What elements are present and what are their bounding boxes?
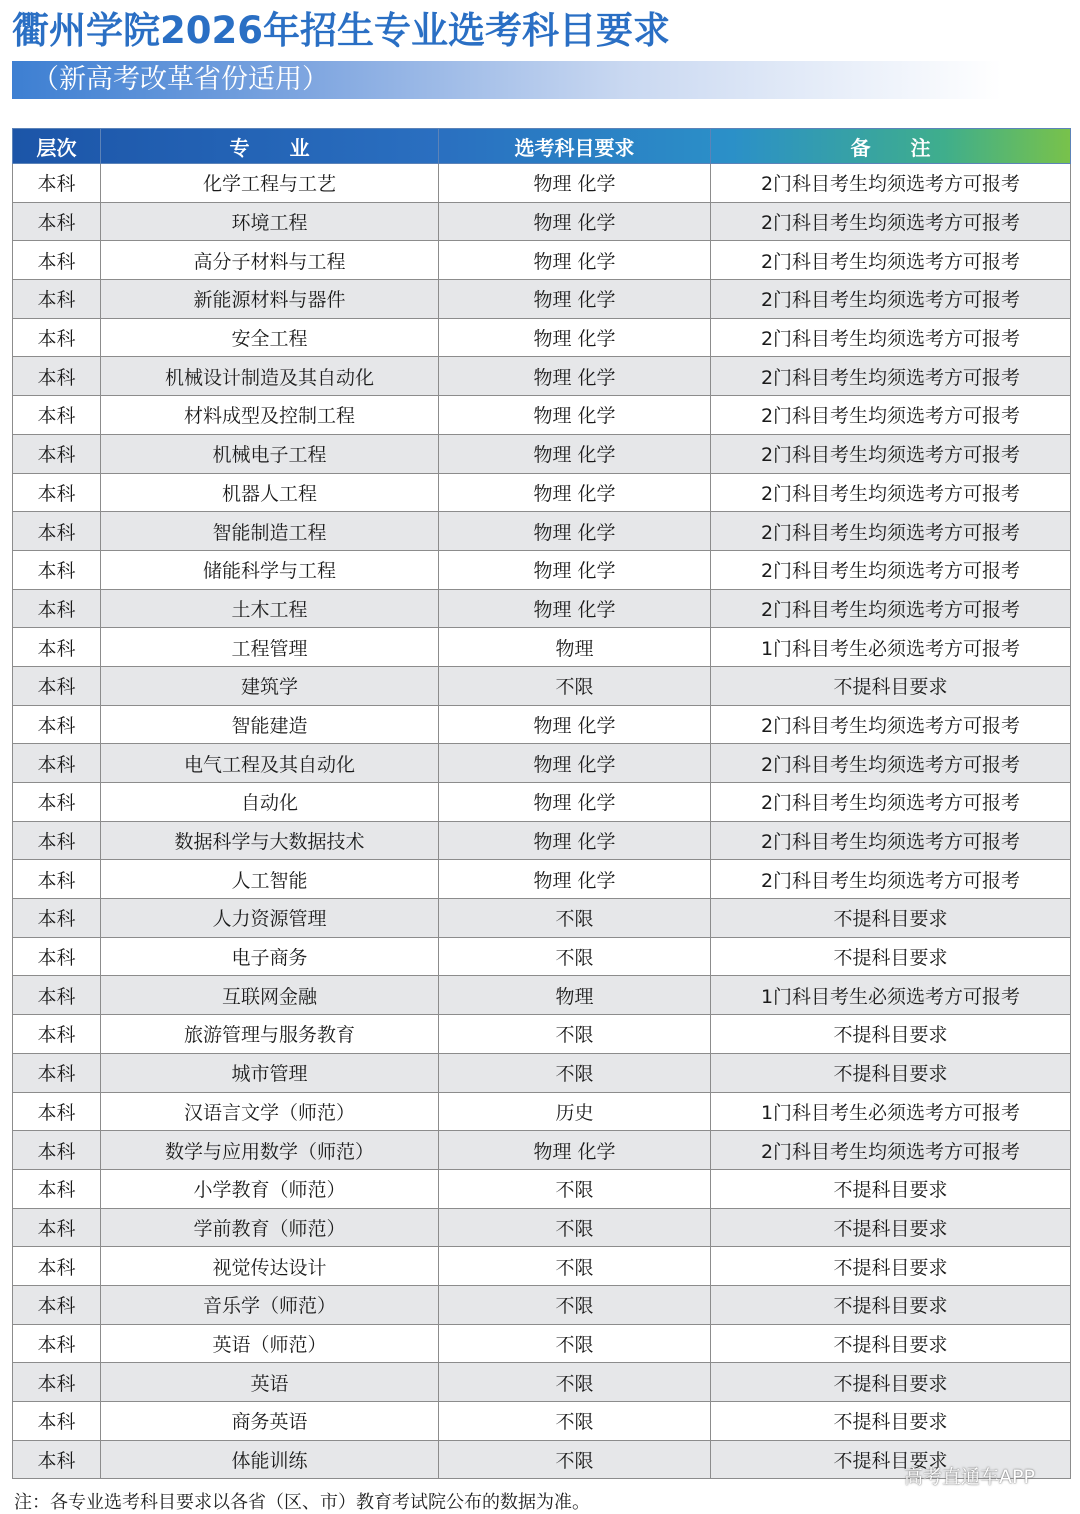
cell-remark: 2门科目考生均须选考方可报考 bbox=[711, 473, 1071, 512]
cell-remark: 2门科目考生均须选考方可报考 bbox=[711, 821, 1071, 860]
column-header-major: 专 业 bbox=[101, 129, 439, 164]
cell-level: 本科 bbox=[13, 164, 101, 203]
table-row bbox=[13, 396, 1071, 435]
cell-remark: 2门科目考生均须选考方可报考 bbox=[711, 318, 1071, 357]
cell-major: 机械设计制造及其自动化 bbox=[101, 357, 439, 396]
cell-subject-requirement: 物理 化学 bbox=[439, 744, 711, 783]
cell-subject-requirement: 不限 bbox=[439, 1015, 711, 1054]
subject-requirements-table bbox=[12, 128, 1071, 1479]
cell-level: 本科 bbox=[13, 589, 101, 628]
cell-subject-requirement: 物理 化学 bbox=[439, 860, 711, 899]
cell-major: 音乐学（师范） bbox=[101, 1285, 439, 1324]
cell-remark: 2门科目考生均须选考方可报考 bbox=[711, 280, 1071, 319]
table-header-row bbox=[13, 129, 1071, 164]
cell-major: 工程管理 bbox=[101, 628, 439, 667]
cell-remark: 2门科目考生均须选考方可报考 bbox=[711, 705, 1071, 744]
cell-major: 新能源材料与器件 bbox=[101, 280, 439, 319]
cell-subject-requirement: 不限 bbox=[439, 1169, 711, 1208]
cell-major: 土木工程 bbox=[101, 589, 439, 628]
cell-remark: 2门科目考生均须选考方可报考 bbox=[711, 202, 1071, 241]
cell-level: 本科 bbox=[13, 821, 101, 860]
cell-major: 智能制造工程 bbox=[101, 512, 439, 551]
cell-remark: 2门科目考生均须选考方可报考 bbox=[711, 164, 1071, 203]
table-row bbox=[13, 1247, 1071, 1286]
cell-subject-requirement: 物理 化学 bbox=[439, 783, 711, 822]
cell-remark: 2门科目考生均须选考方可报考 bbox=[711, 744, 1071, 783]
cell-major: 环境工程 bbox=[101, 202, 439, 241]
cell-level: 本科 bbox=[13, 1247, 101, 1286]
table-row bbox=[13, 318, 1071, 357]
column-header-subject-requirement: 选考科目要求 bbox=[439, 129, 711, 164]
cell-subject-requirement: 不限 bbox=[439, 937, 711, 976]
table-row bbox=[13, 1324, 1071, 1363]
cell-level: 本科 bbox=[13, 705, 101, 744]
cell-remark: 不提科目要求 bbox=[711, 1363, 1071, 1402]
cell-major: 自动化 bbox=[101, 783, 439, 822]
cell-level: 本科 bbox=[13, 550, 101, 589]
cell-level: 本科 bbox=[13, 280, 101, 319]
cell-subject-requirement: 物理 bbox=[439, 628, 711, 667]
cell-major: 英语 bbox=[101, 1363, 439, 1402]
cell-major: 人工智能 bbox=[101, 860, 439, 899]
cell-level: 本科 bbox=[13, 202, 101, 241]
cell-level: 本科 bbox=[13, 1324, 101, 1363]
cell-remark: 不提科目要求 bbox=[711, 937, 1071, 976]
cell-level: 本科 bbox=[13, 241, 101, 280]
cell-level: 本科 bbox=[13, 744, 101, 783]
cell-subject-requirement: 物理 bbox=[439, 976, 711, 1015]
cell-remark: 2门科目考生均须选考方可报考 bbox=[711, 396, 1071, 435]
table-row bbox=[13, 1131, 1071, 1170]
table-row bbox=[13, 1169, 1071, 1208]
cell-subject-requirement: 不限 bbox=[439, 1285, 711, 1324]
cell-remark: 不提科目要求 bbox=[711, 1015, 1071, 1054]
cell-remark: 1门科目考生必须选考方可报考 bbox=[711, 1092, 1071, 1131]
cell-remark: 不提科目要求 bbox=[711, 899, 1071, 938]
cell-major: 学前教育（师范） bbox=[101, 1208, 439, 1247]
cell-subject-requirement: 不限 bbox=[439, 899, 711, 938]
table-row bbox=[13, 976, 1071, 1015]
cell-subject-requirement: 物理 化学 bbox=[439, 241, 711, 280]
cell-remark: 不提科目要求 bbox=[711, 1208, 1071, 1247]
table-row bbox=[13, 937, 1071, 976]
table-body bbox=[13, 164, 1071, 1479]
cell-major: 机器人工程 bbox=[101, 473, 439, 512]
table-row bbox=[13, 357, 1071, 396]
cell-major: 材料成型及控制工程 bbox=[101, 396, 439, 435]
cell-subject-requirement: 不限 bbox=[439, 1053, 711, 1092]
cell-subject-requirement: 物理 化学 bbox=[439, 357, 711, 396]
column-header-level: 层次 bbox=[13, 129, 101, 164]
column-header-remark: 备 注 bbox=[711, 129, 1071, 164]
cell-remark: 不提科目要求 bbox=[711, 666, 1071, 705]
cell-subject-requirement: 不限 bbox=[439, 1247, 711, 1286]
cell-remark: 2门科目考生均须选考方可报考 bbox=[711, 860, 1071, 899]
cell-subject-requirement: 物理 化学 bbox=[439, 473, 711, 512]
cell-remark: 2门科目考生均须选考方可报考 bbox=[711, 357, 1071, 396]
cell-remark: 2门科目考生均须选考方可报考 bbox=[711, 241, 1071, 280]
cell-remark: 2门科目考生均须选考方可报考 bbox=[711, 783, 1071, 822]
cell-remark: 不提科目要求 bbox=[711, 1247, 1071, 1286]
cell-remark: 2门科目考生均须选考方可报考 bbox=[711, 512, 1071, 551]
cell-subject-requirement: 物理 化学 bbox=[439, 1131, 711, 1170]
cell-level: 本科 bbox=[13, 1402, 101, 1441]
cell-level: 本科 bbox=[13, 396, 101, 435]
table-row bbox=[13, 1363, 1071, 1402]
table-row bbox=[13, 550, 1071, 589]
cell-level: 本科 bbox=[13, 1208, 101, 1247]
cell-level: 本科 bbox=[13, 1131, 101, 1170]
table-row bbox=[13, 899, 1071, 938]
cell-level: 本科 bbox=[13, 357, 101, 396]
cell-remark: 2门科目考生均须选考方可报考 bbox=[711, 1131, 1071, 1170]
cell-level: 本科 bbox=[13, 1363, 101, 1402]
cell-remark: 不提科目要求 bbox=[711, 1324, 1071, 1363]
cell-major: 数据科学与大数据技术 bbox=[101, 821, 439, 860]
cell-level: 本科 bbox=[13, 318, 101, 357]
table-row bbox=[13, 434, 1071, 473]
cell-major: 电气工程及其自动化 bbox=[101, 744, 439, 783]
cell-level: 本科 bbox=[13, 1440, 101, 1479]
table-row bbox=[13, 1285, 1071, 1324]
cell-level: 本科 bbox=[13, 512, 101, 551]
cell-major: 机械电子工程 bbox=[101, 434, 439, 473]
cell-major: 小学教育（师范） bbox=[101, 1169, 439, 1208]
cell-subject-requirement: 物理 化学 bbox=[439, 705, 711, 744]
table-row bbox=[13, 705, 1071, 744]
page-title: 衢州学院2026年招生专业选考科目要求 bbox=[12, 9, 670, 52]
table-row bbox=[13, 744, 1071, 783]
table-row bbox=[13, 666, 1071, 705]
footnote: 注：各专业选考科目要求以各省（区、市）教育考试院公布的数据为准。 bbox=[14, 1492, 590, 1513]
cell-subject-requirement: 物理 化学 bbox=[439, 512, 711, 551]
cell-subject-requirement: 不限 bbox=[439, 1208, 711, 1247]
cell-subject-requirement: 物理 化学 bbox=[439, 434, 711, 473]
cell-level: 本科 bbox=[13, 473, 101, 512]
cell-level: 本科 bbox=[13, 783, 101, 822]
cell-subject-requirement: 不限 bbox=[439, 1324, 711, 1363]
cell-subject-requirement: 物理 化学 bbox=[439, 280, 711, 319]
cell-level: 本科 bbox=[13, 1169, 101, 1208]
cell-subject-requirement: 物理 化学 bbox=[439, 164, 711, 203]
cell-level: 本科 bbox=[13, 1092, 101, 1131]
watermark: 高考直通车APP bbox=[904, 1466, 1035, 1488]
cell-remark: 不提科目要求 bbox=[711, 1402, 1071, 1441]
cell-level: 本科 bbox=[13, 666, 101, 705]
cell-subject-requirement: 物理 化学 bbox=[439, 589, 711, 628]
cell-subject-requirement: 历史 bbox=[439, 1092, 711, 1131]
table-row bbox=[13, 783, 1071, 822]
table-row bbox=[13, 1092, 1071, 1131]
table-row bbox=[13, 1015, 1071, 1054]
table-row bbox=[13, 1208, 1071, 1247]
cell-major: 互联网金融 bbox=[101, 976, 439, 1015]
cell-major: 体能训练 bbox=[101, 1440, 439, 1479]
table-row bbox=[13, 241, 1071, 280]
cell-level: 本科 bbox=[13, 937, 101, 976]
cell-major: 汉语言文学（师范） bbox=[101, 1092, 439, 1131]
cell-level: 本科 bbox=[13, 976, 101, 1015]
cell-subject-requirement: 物理 化学 bbox=[439, 550, 711, 589]
table-row bbox=[13, 1402, 1071, 1441]
cell-major: 储能科学与工程 bbox=[101, 550, 439, 589]
cell-major: 视觉传达设计 bbox=[101, 1247, 439, 1286]
cell-remark: 1门科目考生必须选考方可报考 bbox=[711, 976, 1071, 1015]
table-row bbox=[13, 628, 1071, 667]
cell-remark: 不提科目要求 bbox=[711, 1169, 1071, 1208]
cell-level: 本科 bbox=[13, 628, 101, 667]
cell-remark: 不提科目要求 bbox=[711, 1440, 1071, 1479]
table-row bbox=[13, 512, 1071, 551]
table-row bbox=[13, 589, 1071, 628]
cell-major: 商务英语 bbox=[101, 1402, 439, 1441]
cell-subject-requirement: 不限 bbox=[439, 666, 711, 705]
cell-remark: 2门科目考生均须选考方可报考 bbox=[711, 550, 1071, 589]
table-row bbox=[13, 860, 1071, 899]
page-subtitle: （新高考改革省份适用） bbox=[32, 64, 329, 95]
table-row bbox=[13, 821, 1071, 860]
cell-subject-requirement: 物理 化学 bbox=[439, 318, 711, 357]
cell-remark: 2门科目考生均须选考方可报考 bbox=[711, 434, 1071, 473]
cell-subject-requirement: 物理 化学 bbox=[439, 396, 711, 435]
cell-level: 本科 bbox=[13, 899, 101, 938]
cell-major: 建筑学 bbox=[101, 666, 439, 705]
cell-major: 电子商务 bbox=[101, 937, 439, 976]
cell-major: 旅游管理与服务教育 bbox=[101, 1015, 439, 1054]
cell-level: 本科 bbox=[13, 434, 101, 473]
table-row bbox=[13, 164, 1071, 203]
cell-subject-requirement: 不限 bbox=[439, 1402, 711, 1441]
cell-major: 人力资源管理 bbox=[101, 899, 439, 938]
cell-level: 本科 bbox=[13, 1015, 101, 1054]
cell-subject-requirement: 物理 化学 bbox=[439, 821, 711, 860]
cell-subject-requirement: 不限 bbox=[439, 1440, 711, 1479]
cell-subject-requirement: 不限 bbox=[439, 1363, 711, 1402]
cell-level: 本科 bbox=[13, 860, 101, 899]
cell-level: 本科 bbox=[13, 1053, 101, 1092]
cell-major: 化学工程与工艺 bbox=[101, 164, 439, 203]
table-row bbox=[13, 280, 1071, 319]
cell-major: 数学与应用数学（师范） bbox=[101, 1131, 439, 1170]
cell-major: 安全工程 bbox=[101, 318, 439, 357]
table-row bbox=[13, 202, 1071, 241]
cell-major: 英语（师范） bbox=[101, 1324, 439, 1363]
cell-subject-requirement: 物理 化学 bbox=[439, 202, 711, 241]
table-row bbox=[13, 473, 1071, 512]
table-row bbox=[13, 1053, 1071, 1092]
cell-remark: 不提科目要求 bbox=[711, 1285, 1071, 1324]
cell-major: 高分子材料与工程 bbox=[101, 241, 439, 280]
cell-remark: 1门科目考生必须选考方可报考 bbox=[711, 628, 1071, 667]
cell-remark: 2门科目考生均须选考方可报考 bbox=[711, 589, 1071, 628]
cell-major: 城市管理 bbox=[101, 1053, 439, 1092]
cell-level: 本科 bbox=[13, 1285, 101, 1324]
cell-remark: 不提科目要求 bbox=[711, 1053, 1071, 1092]
cell-major: 智能建造 bbox=[101, 705, 439, 744]
